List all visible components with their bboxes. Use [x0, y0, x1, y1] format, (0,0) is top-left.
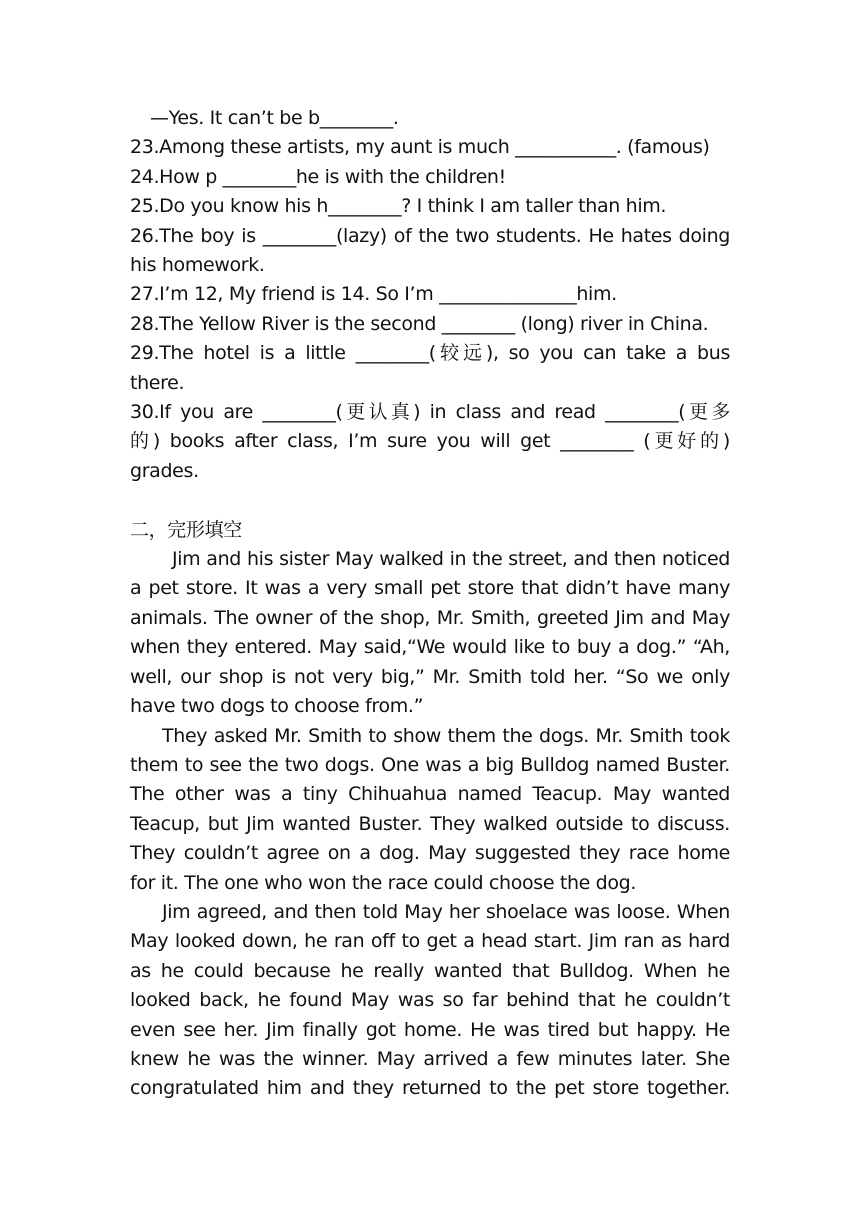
- exercise-line: —Yes. It can’t be b________.: [150, 107, 399, 129]
- passage-line: a pet store. It was a very small pet store that didn’t have many: [130, 577, 730, 600]
- exercise-line: grades.: [130, 459, 199, 482]
- passage-line: as he could because he really wanted that Bulldog. When he: [130, 959, 730, 982]
- passage-line: when they entered. May said,“We would like to buy a dog.” “Ah,: [130, 636, 730, 659]
- passage-line: well, our shop is not very big,” Mr. Smith told her. “So we only: [130, 665, 730, 688]
- passage-line: for it. The one who won the race could choose the dog.: [130, 871, 637, 894]
- exercise-line: 30.If you are ________(更认真) in class and read ________(更多: [130, 401, 730, 424]
- passage-line: May looked down, he ran off to get a head start. Jim ran as hard: [130, 930, 730, 953]
- section-title: 二，完形填空: [130, 518, 242, 541]
- exercise-line: there.: [130, 371, 185, 394]
- exercise-line: his homework.: [130, 254, 265, 277]
- exercise-line: 的) books after class, I’m sure you will get ________ (更好的): [130, 430, 730, 453]
- passage-line: They couldn’t agree on a dog. May suggested they race home: [130, 842, 730, 865]
- passage-line: Jim and his sister May walked in the street, and then noticed: [172, 548, 730, 571]
- passage-line: Jim agreed, and then told May her shoelace was loose. When: [162, 900, 730, 923]
- exercise-list: [130, 104, 730, 486]
- passage-line: The other was a tiny Chihuahua named Teacup. May wanted: [130, 783, 730, 806]
- passage-line: They asked Mr. Smith to show them the dogs. Mr. Smith took: [162, 724, 730, 747]
- passage-line: animals. The owner of the shop, Mr. Smith, greeted Jim and May: [130, 606, 730, 629]
- reading-passage: [130, 545, 730, 1104]
- exercise-line: 28.The Yellow River is the second ________ (long) river in China.: [130, 312, 709, 335]
- passage-line: Teacup, but Jim wanted Buster. They walked outside to discuss.: [130, 812, 730, 835]
- passage-line: looked back, he found May was so far behind that he couldn’t: [130, 989, 730, 1012]
- exercise-line: 29.The hotel is a little ________(较远), so you can take a bus: [130, 342, 730, 365]
- exercise-line: 26.The boy is ________(lazy) of the two students. He hates doing: [130, 224, 730, 247]
- passage-line: even see her. Jim finally got home. He was tired but happy. He: [130, 1018, 730, 1041]
- document-page: [130, 104, 730, 1104]
- passage-line: have two dogs to choose from.”: [130, 695, 424, 718]
- exercise-line: 27.I’m 12, My friend is 14. So I’m _______________him.: [130, 283, 617, 306]
- exercise-line: 23.Among these artists, my aunt is much ___________. (famous): [130, 136, 710, 159]
- passage-line: them to see the two dogs. One was a big Bulldog named Buster.: [130, 753, 730, 776]
- exercise-line: 24.How p ________he is with the children!: [130, 165, 506, 188]
- section-spacer: [130, 486, 730, 515]
- passage-line: knew he was the winner. May arrived a few minutes later. She: [130, 1047, 730, 1070]
- passage-line: congratulated him and they returned to the pet store together.: [130, 1077, 730, 1100]
- exercise-line: 25.Do you know his h________? I think I am taller than him.: [130, 195, 667, 218]
